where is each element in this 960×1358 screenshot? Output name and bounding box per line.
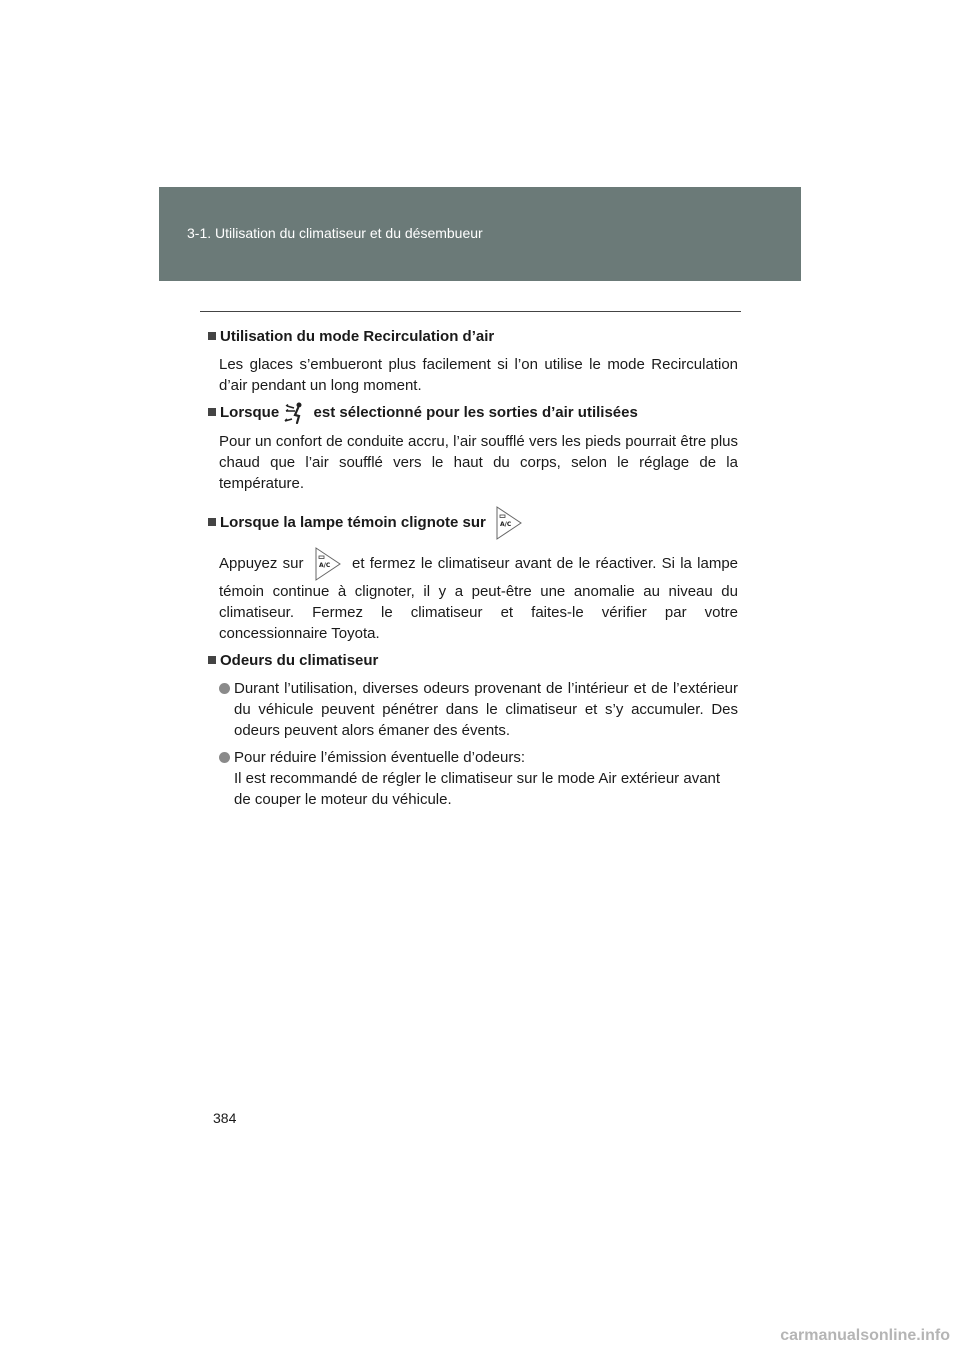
- header-rule: [200, 311, 741, 312]
- square-bullet-icon: [208, 518, 216, 526]
- heading-recirculation: Utilisation du mode Recirculation d’air: [208, 326, 738, 347]
- list-item: Pour réduire l’émission éventuelle d’odeurs: Il est recommandé de régler le climatiseur sur le mode Air extérieur avant de couper le moteur du véhicule.: [219, 747, 738, 810]
- square-bullet-icon: [208, 332, 216, 340]
- round-bullet-icon: [219, 752, 230, 763]
- page-content: [208, 326, 738, 816]
- heading-lamp-blink: Lorsque la lampe témoin clignote sur A/C: [208, 506, 738, 540]
- heading-feet-mode: Lorsque est sélectionné pour les sorties d’air utilisées: [208, 402, 738, 424]
- feet-mode-paragraph: Pour un confort de conduite accru, l’air soufflé vers les pieds pourrait être plus chaud que l’air soufflé vers le haut du corps, selon le réglage de la température.: [219, 433, 738, 493]
- svg-text:A/C: A/C: [500, 521, 512, 529]
- ac-button-icon: [494, 506, 524, 540]
- square-bullet-icon: [208, 656, 216, 664]
- page-number: 384: [213, 1110, 237, 1126]
- recirculation-paragraph: Les glaces s’embueront plus facilement si l’on utilise le mode Recirculation d’air pendant un long moment.: [219, 356, 738, 394]
- round-bullet-icon: [219, 683, 230, 694]
- svg-text:A/C: A/C: [318, 562, 330, 570]
- watermark: carmanualsonline.info: [780, 1327, 950, 1344]
- feet-body-airflow-icon: [283, 402, 309, 424]
- heading-odors: Odeurs du climatiseur: [208, 650, 738, 671]
- ac-button-icon: [313, 547, 343, 581]
- section-header-band: [159, 187, 801, 281]
- square-bullet-icon: [208, 408, 216, 416]
- lamp-paragraph: Appuyez sur A/C et fermez le climatiseur avant de le réactiver. Si la lampe témoin continue à clignoter, il y a peut-être une anomalie au niveau du climatiseur. Fermez le climatiseur et faites-le vérifier par votre concessionnaire Toyota.: [219, 547, 738, 644]
- section-title: 3-1. Utilisation du climatiseur et du désembueur: [187, 225, 483, 241]
- list-item: Durant l’utilisation, diverses odeurs provenant de l’intérieur et de l’extérieur du véhicule peuvent pénétrer dans le climatiseur et s’y accumuler. Des odeurs peuvent alors émaner des évents.: [219, 678, 738, 741]
